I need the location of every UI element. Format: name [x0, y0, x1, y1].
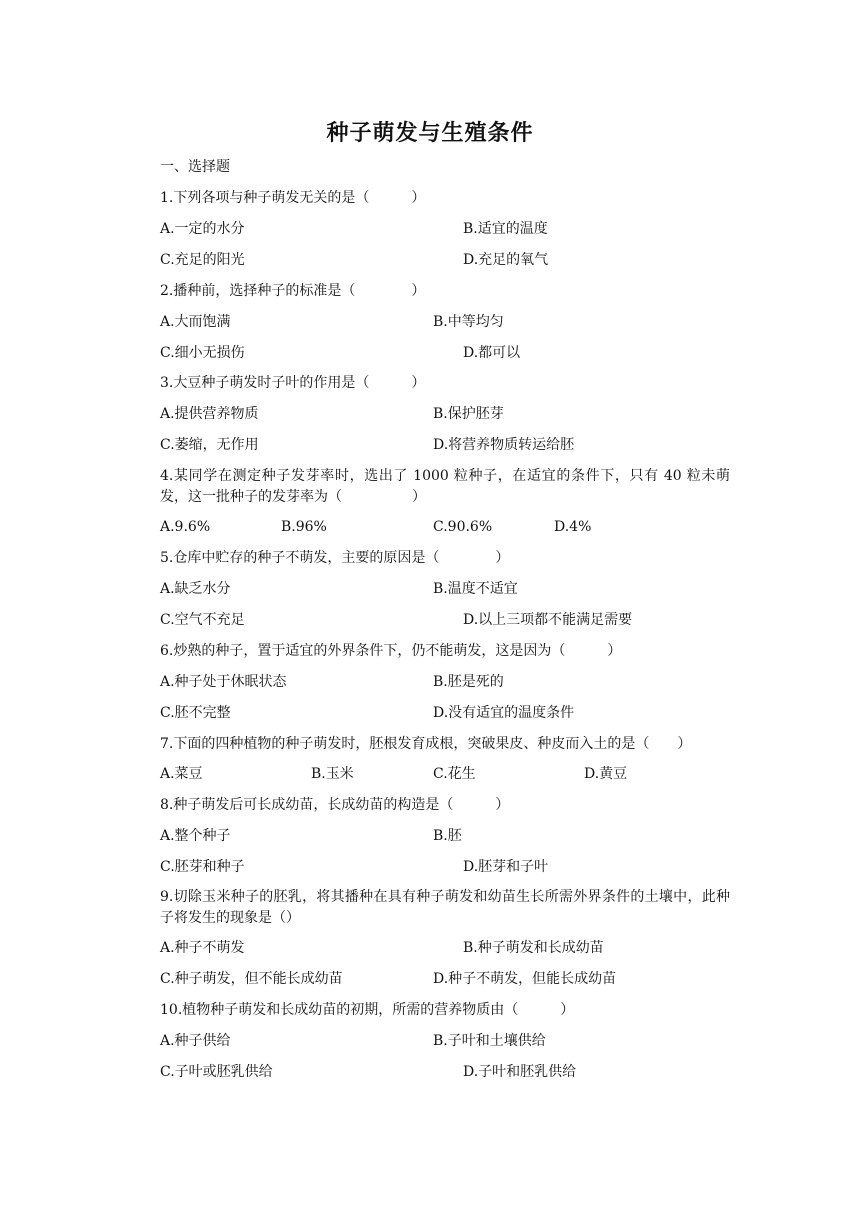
option-c: C.充足的阳光	[160, 252, 245, 268]
option-c: C.种子萌发，但不能长成幼苗	[160, 971, 343, 987]
page-title: 种子萌发与生殖条件	[326, 121, 534, 146]
option-d: D.胚芽和子叶	[463, 859, 549, 875]
option-a: A.种子处于休眠状态	[160, 674, 287, 690]
option-d: D.没有适宜的温度条件	[433, 705, 575, 721]
option-a: A.大而饱满	[160, 314, 231, 330]
option-d: D.4%	[554, 519, 592, 535]
option-b: B.子叶和土壤供给	[433, 1033, 546, 1049]
option-c: C.胚芽和种子	[160, 859, 245, 875]
option-b: B.胚	[433, 828, 462, 844]
option-d: D.都可以	[463, 345, 521, 361]
option-b: B.96%	[281, 519, 327, 535]
option-a: A.种子供给	[160, 1033, 231, 1049]
option-a: A.9.6%	[160, 519, 211, 535]
option-a: A.菜豆	[160, 766, 203, 782]
question-stem: 1.下列各项与种子萌发无关的是（ ）	[160, 190, 426, 206]
section-heading: 一、选择题	[160, 159, 230, 175]
option-a: A.一定的水分	[160, 221, 245, 237]
question-stem: 4.某同学在测定种子发芽率时，选出了 1000 粒种子，在适宜的条件下，只有 40 粒未萌发，这一批种子的发芽率为（ ）	[160, 468, 730, 505]
option-a: A.缺乏水分	[160, 581, 231, 597]
option-d: D.种子不萌发，但能长成幼苗	[433, 971, 617, 987]
option-a: A.整个种子	[160, 828, 231, 844]
option-c: C.子叶或胚乳供给	[160, 1064, 273, 1080]
option-d: D.以上三项都不能满足需要	[463, 612, 633, 628]
question-stem: 6.炒熟的种子，置于适宜的外界条件下，仍不能萌发，这是因为（ ）	[160, 643, 622, 659]
option-c: C.90.6%	[433, 519, 493, 535]
option-b: B.中等均匀	[433, 314, 504, 330]
option-a: A.种子不萌发	[160, 940, 245, 956]
question-stem: 8.种子萌发后可长成幼苗，长成幼苗的构造是（ ）	[160, 797, 510, 813]
question-stem: 3.大豆种子萌发时子叶的作用是（ ）	[160, 375, 426, 391]
option-b: B.种子萌发和长成幼苗	[463, 940, 604, 956]
option-b: B.胚是死的	[433, 674, 504, 690]
option-b: B.玉米	[311, 766, 354, 782]
option-b: B.适宜的温度	[463, 221, 548, 237]
option-b: B.温度不适宜	[433, 581, 518, 597]
option-a: A.提供营养物质	[160, 406, 259, 422]
question-stem: 9.切除玉米种子的胚乳，将其播种在具有种子萌发和幼苗生长所需外界条件的土壤中，此种子将发生的现象是（）	[160, 889, 730, 926]
question-stem: 2.播种前，选择种子的标准是（ ）	[160, 283, 426, 299]
option-d: D.子叶和胚乳供给	[463, 1064, 577, 1080]
option-d: D.充足的氧气	[463, 252, 549, 268]
option-b: B.保护胚芽	[433, 406, 504, 422]
option-d: D.将营养物质转运给胚	[433, 437, 575, 453]
question-stem: 10.植物种子萌发和长成幼苗的初期，所需的营养物质由（ ）	[160, 1002, 575, 1018]
question-stem: 5.仓库中贮存的种子不萌发，主要的原因是（ ）	[160, 550, 510, 566]
option-c: C.细小无损伤	[160, 345, 245, 361]
option-c: C.萎缩，无作用	[160, 437, 259, 453]
option-d: D.黄豆	[584, 766, 628, 782]
option-c: C.胚不完整	[160, 705, 231, 721]
option-c: C.花生	[433, 766, 476, 782]
option-c: C.空气不充足	[160, 612, 245, 628]
question-stem: 7.下面的四种植物的种子萌发时，胚根发育成根，突破果皮、种皮而入土的是（ ）	[160, 736, 692, 752]
